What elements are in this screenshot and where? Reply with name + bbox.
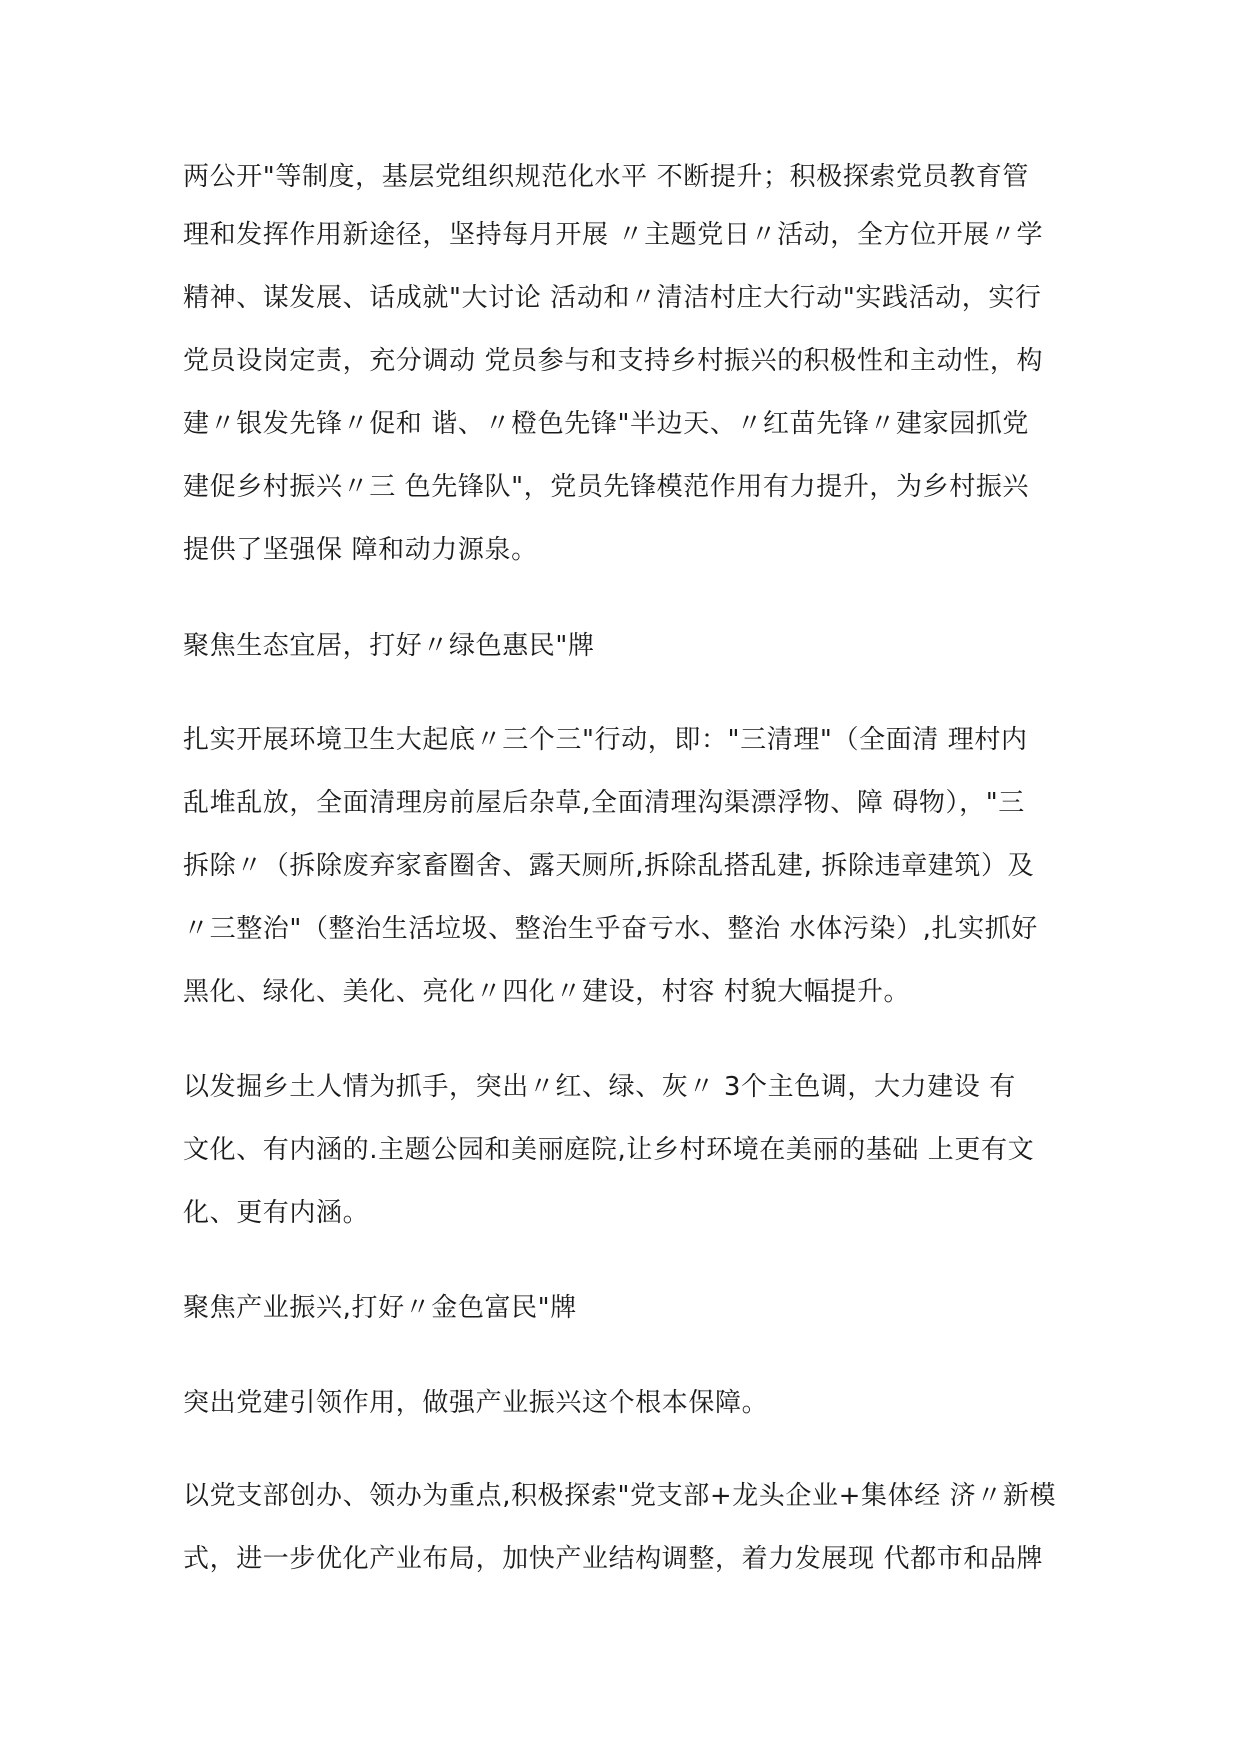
text-line: 文化、有内涵的.主题公园和美丽庭院,让乡村环境在美丽的基础 上更有文	[183, 1135, 1035, 1165]
text-line: 建促乡村振兴〃三 色先锋队"，党员先锋模范作用有力提升，为乡村振兴	[183, 472, 1030, 502]
text-line: 黑化、绿化、美化、亮化〃四化〃建设，村容 村貌大幅提升。	[183, 977, 911, 1007]
section-heading: 聚焦生态宜居，打好〃绿色惠民"牌	[183, 631, 595, 661]
text-line: 理和发挥作用新途径，坚持每月开展 〃主题党日〃活动，全方位开展〃学	[183, 220, 1044, 250]
text-line: 拆除〃（拆除废弃家畜圈舍、露天厕所,拆除乱搭乱建, 拆除违章建筑）及	[183, 851, 1035, 881]
text-line: 以党支部创办、领办为重点,积极探索"党支部+龙头企业+集体经 济〃新模	[183, 1481, 1057, 1511]
text-line: 乱堆乱放，全面清理房前屋后杂草,全面清理沟渠漂浮物、障 碍物），"三	[183, 788, 1025, 818]
text-line: 扎实开展环境卫生大起底〃三个三"行动，即："三清理"（全面清 理村内	[183, 725, 1028, 755]
text-line: 以发掘乡土人情为抓手，突出〃红、绿、灰〃 3个主色调，大力建设 有	[183, 1072, 1016, 1102]
text-line: 精神、谋发展、话成就"大讨论 活动和〃清洁村庄大行动"实践活动，实行	[183, 283, 1042, 313]
text-line: 党员设岗定责，充分调动 党员参与和支持乡村振兴的积极性和主动性，构	[183, 346, 1044, 376]
text-line: 〃三整治"（整治生活垃圾、整治生乎奋亏水、整治 水体污染）,扎实抓好	[183, 914, 1038, 944]
text-line: 提供了坚强保 障和动力源泉。	[183, 535, 538, 565]
text-line: 两公开"等制度，基层党组织规范化水平 不断提升；积极探索党员教育管	[183, 162, 1030, 192]
section-heading: 聚焦产业振兴,打好〃金色富民"牌	[183, 1293, 577, 1323]
text-line: 式，进一步优化产业布局，加快产业结构调整，着力发展现 代都市和品牌	[183, 1544, 1044, 1574]
text-line: 化、更有内涵。	[183, 1198, 370, 1228]
text-line: 突出党建引领作用，做强产业振兴这个根本保障。	[183, 1388, 769, 1418]
text-line: 建〃银发先锋〃促和 谐、〃橙色先锋"半边天、〃红苗先锋〃建家园抓党	[183, 409, 1030, 439]
